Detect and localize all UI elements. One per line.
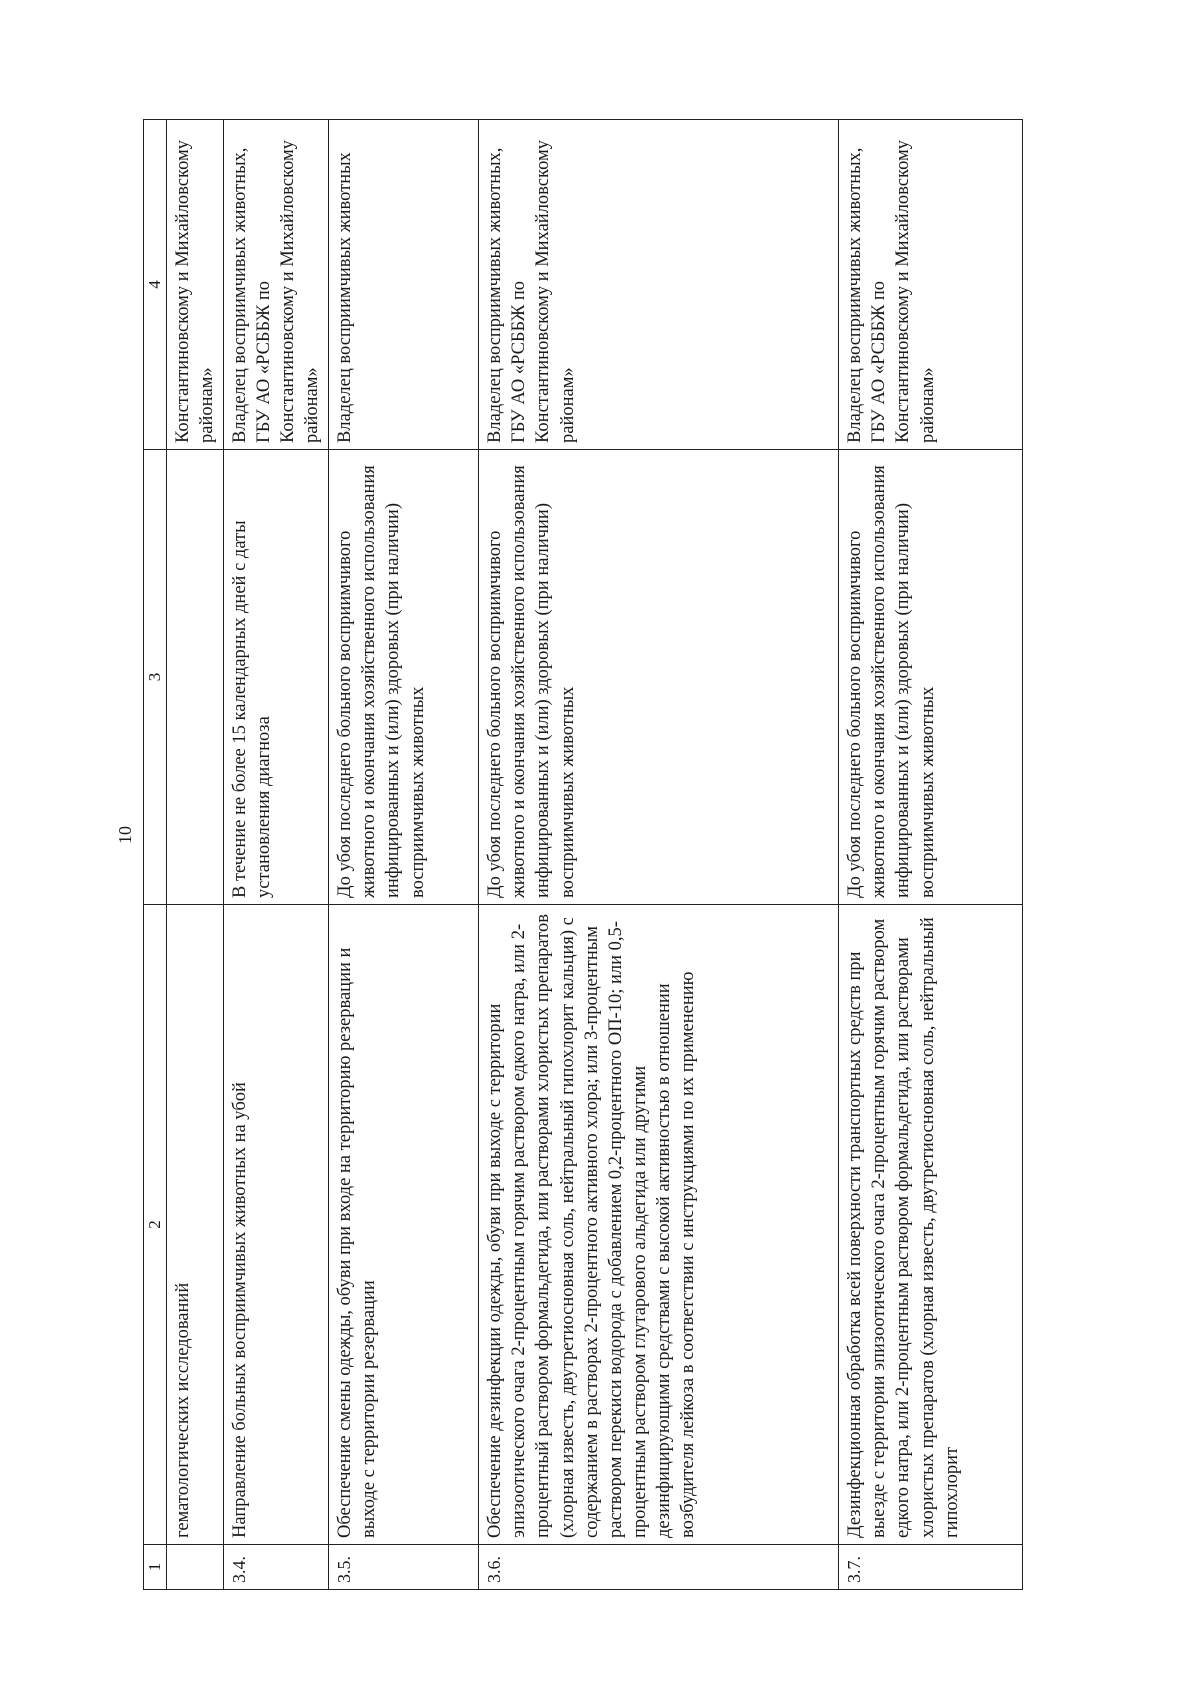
row-number <box>167 1545 224 1590</box>
row-term: До убоя последнего больного восприимчивого животного и окончания хозяйственного использования инфицированных и (или) здоровых (при наличии) восприимчивых животных <box>479 450 839 905</box>
table-header-row <box>144 120 167 1590</box>
row-responsible: Владелец восприимчивых животных, ГБУ АО «РСББЖ по Константиновскому и Михайловскому районам» <box>224 120 329 450</box>
row-term <box>167 450 224 905</box>
row-responsible: Константиновскому и Михайловскому районам» <box>167 120 224 450</box>
row-number: 3.6. <box>479 1545 839 1590</box>
header-col-3: 3 <box>144 450 167 905</box>
header-col-1: 1 <box>144 1545 167 1590</box>
row-responsible: Владелец восприимчивых животных, ГБУ АО «РСББЖ по Константиновскому и Михайловскому районам» <box>479 120 839 450</box>
rotated-table-wrapper <box>143 120 985 1590</box>
header-col-2: 2 <box>144 905 167 1545</box>
row-responsible: Владелец восприимчивых животных, ГБУ АО «РСББЖ по Константиновскому и Михайловскому районам» <box>839 120 1023 450</box>
row-number: 3.4. <box>224 1545 329 1590</box>
row-term: В течение не более 15 календарных дней с даты установления диагноза <box>224 450 329 905</box>
row-number: 3.7. <box>839 1545 1023 1590</box>
page-number: 10 <box>115 826 135 844</box>
header-col-4: 4 <box>144 120 167 450</box>
rotated-table-inner <box>143 120 985 1590</box>
table-row <box>839 120 1023 1590</box>
table-row <box>479 120 839 1590</box>
row-term: До убоя последнего больного восприимчивого животного и окончания хозяйственного использования инфицированных и (или) здоровых (при наличии) восприимчивых животных <box>839 450 1023 905</box>
row-responsible: Владелец восприимчивых животных <box>329 120 479 450</box>
row-measure: Направление больных восприимчивых животных на убой <box>224 905 329 1545</box>
row-measure: гематологических исследований <box>167 905 224 1545</box>
row-measure: Дезинфекционная обработка всей поверхности транспортных средств при выезде с территории эпизоотического очага 2-процентным горячим раствором едкого натра, или 2-процентным раствором формальдегида, или растворами хлористых препаратов (хлорная известь, двутретиосновная соль, нейтральный гипохлорит <box>839 905 1023 1545</box>
row-number: 3.5. <box>329 1545 479 1590</box>
row-measure: Обеспечение смены одежды, обуви при входе на территорию резервации и выходе с территории резервации <box>329 905 479 1545</box>
table-row <box>329 120 479 1590</box>
row-term: До убоя последнего больного восприимчивого животного и окончания хозяйственного использования инфицированных и (или) здоровых (при наличии) восприимчивых животных <box>329 450 479 905</box>
table-row <box>224 120 329 1590</box>
table-row <box>167 120 224 1590</box>
row-measure: Обеспечение дезинфекции одежды, обуви при выходе с территории эпизоотического очага 2-процентным горячим раствором едкого натра, или 2-процентный раствором формальдегида, или растворами хлористых препаратов (хлорная известь, двутретиосновная соль, нейтральный гипохлорит кальция) с содержанием в растворах 2-процентного активного хлора; или 3-процентным раствором перекиси водорода с добавлением 0,2-процентного ОП-10; или 0,5-процентным раствором глутарового альдегида или другими дезинфицирующими средствами с высокой активностью в отношении возбудителя лейкоза в соответствии с инструкциями по их применению <box>479 905 839 1545</box>
measures-table <box>143 119 1023 1590</box>
